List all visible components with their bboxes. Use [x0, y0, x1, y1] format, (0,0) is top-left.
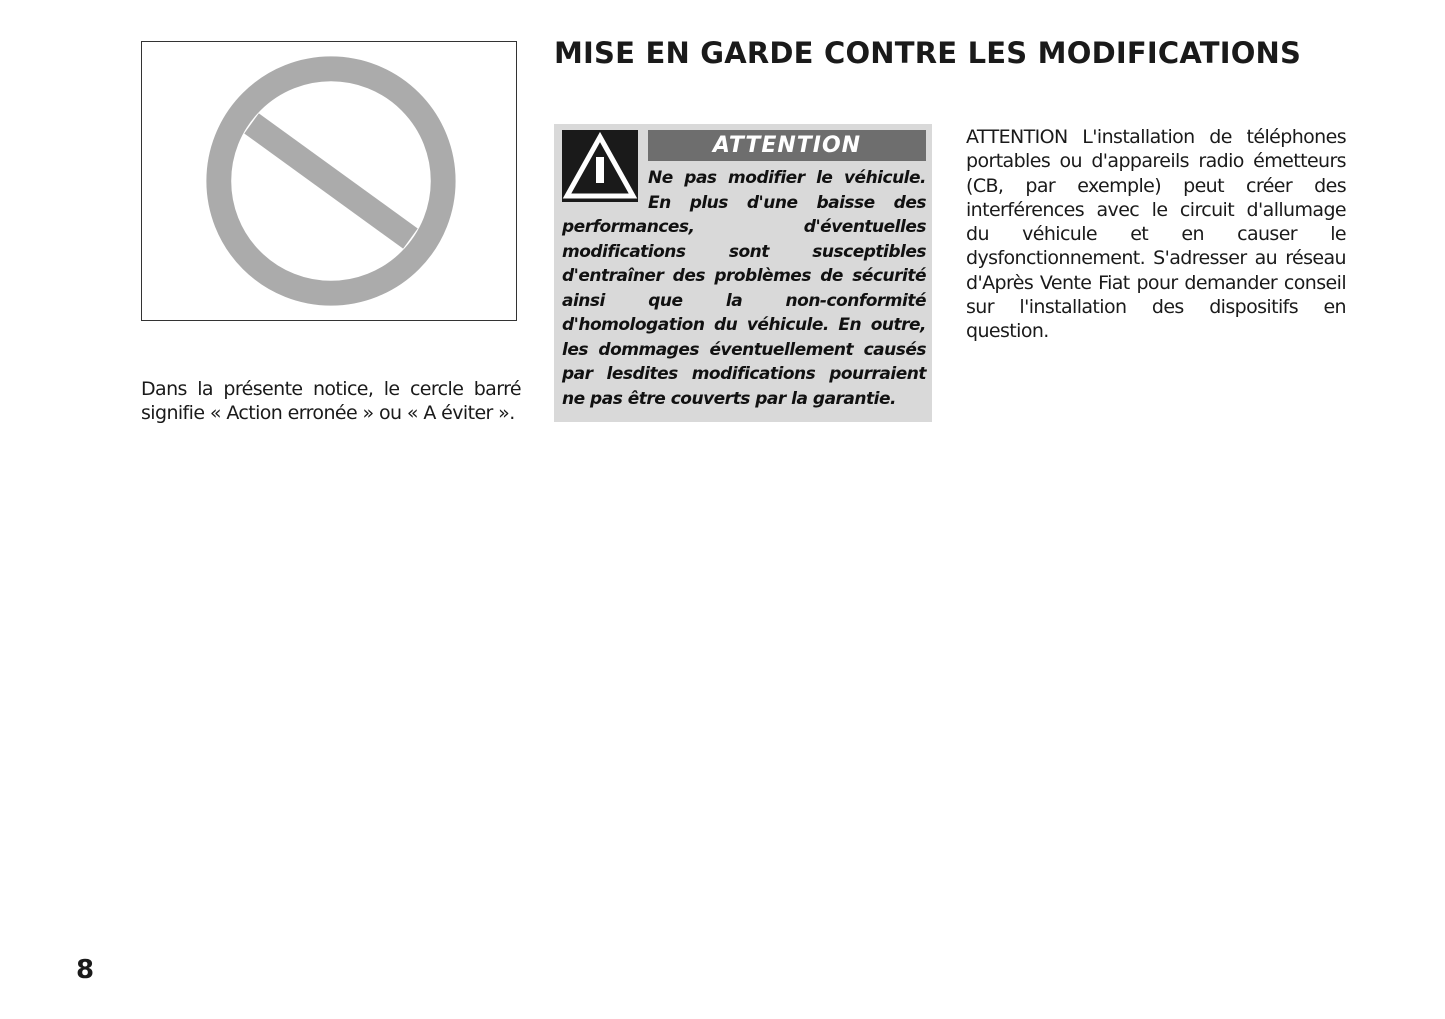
prohibition-figure: [141, 41, 517, 321]
section-heading: MISE EN GARDE CONTRE LES MODIFICATIONS: [554, 36, 1302, 70]
warning-text-block: [562, 166, 926, 411]
warning-label: ATTENTION: [648, 130, 926, 161]
prohibition-sign-icon: [142, 42, 516, 320]
warning-text: Ne pas modifier le véhicule. En plus d'une baisse des performances, d'éventuelles modifications sont susceptibles d'entraîner des problèmes de sécurité ainsi que la non-conformité d'homologation du véhicule. En outre, les dommages éventuellement causés par lesdites modifications pourraient ne pas être couverts par la garantie.: [562, 168, 926, 409]
warning-box: [554, 124, 932, 422]
figure-caption: Dans la présente notice, le cercle barré signifie « Action erronée » ou « A éviter ».: [141, 378, 521, 424]
page-number: 8: [76, 955, 95, 985]
body-paragraph: ATTENTION L'installation de téléphones portables ou d'appareils radio émetteurs (CB, par exemple) peut créer des interférences avec le circuit d'allumage du véhicule et en causer le dysfonctionnement. S'adresser au réseau d'Après Vente Fiat pour demander conseil sur l'installation des dispositifs en question.: [966, 126, 1346, 343]
